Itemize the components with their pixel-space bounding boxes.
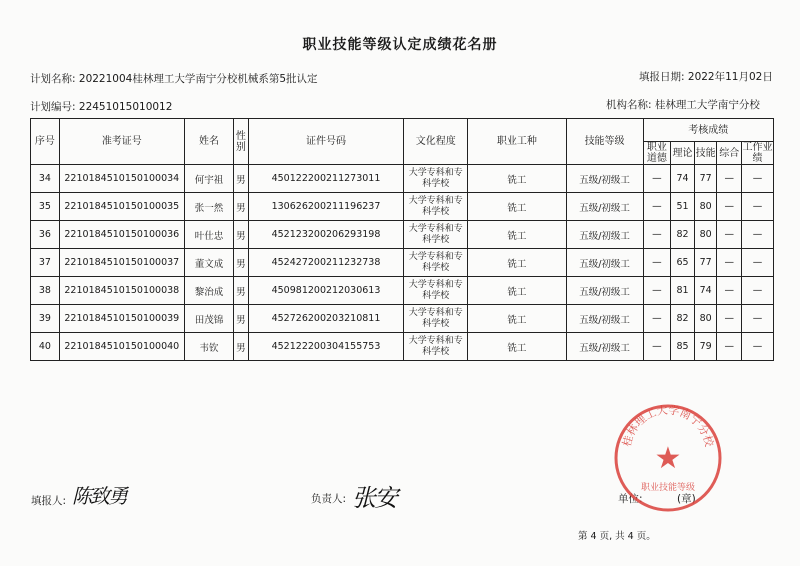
cell-education: 大学专科和专科学校: [404, 305, 468, 333]
plan-no-line: [30, 99, 172, 114]
cell-performance: —: [742, 249, 774, 277]
cell-id-no: 452123200206293198: [248, 221, 404, 249]
unit-label: 单位:: [618, 493, 643, 505]
cell-seq: 36: [31, 221, 60, 249]
fill-date-value: 2022年11月02日: [687, 71, 773, 83]
header-overall: 综合: [717, 142, 742, 165]
cell-overall: —: [717, 333, 742, 361]
table-row: [31, 221, 774, 249]
responsible-signature: 张安: [352, 484, 396, 512]
header-id-no: 证件号码: [248, 119, 404, 165]
cell-overall: —: [717, 165, 742, 193]
filler-label: 填报人:: [31, 495, 67, 507]
cell-name: 田茂锦: [184, 305, 233, 333]
cell-name: 何宇祖: [184, 165, 233, 193]
cell-occupation: 铣工: [468, 221, 567, 249]
cell-name: 叶仕忠: [184, 221, 233, 249]
cell-theory: 82: [671, 305, 695, 333]
cell-occupation: 铣工: [468, 165, 567, 193]
cell-seq: 34: [31, 165, 60, 193]
cell-theory: 82: [671, 221, 695, 249]
header-scores-group: 考核成绩: [643, 119, 773, 142]
cell-seq: 39: [31, 305, 60, 333]
org-line: [606, 97, 760, 112]
cell-skill: 80: [694, 221, 717, 249]
cell-name: 董文成: [184, 249, 233, 277]
cell-gender: 男: [234, 305, 248, 333]
cell-gender: 男: [234, 333, 248, 361]
cell-theory: 74: [671, 165, 695, 193]
cell-gender: 男: [234, 249, 248, 277]
cell-occupation: 铣工: [468, 277, 567, 305]
cell-skill: 80: [694, 305, 717, 333]
cell-occupation: 铣工: [468, 249, 567, 277]
table-row: [31, 277, 774, 305]
cell-id-no: 452122200304155753: [248, 333, 404, 361]
cell-education: 大学专科和专科学校: [404, 165, 468, 193]
cell-name: 黎治成: [184, 277, 233, 305]
plan-name-label: 计划名称:: [30, 73, 76, 85]
cell-performance: —: [742, 305, 774, 333]
cell-level: 五级/初级工: [566, 193, 643, 221]
cell-education: 大学专科和专科学校: [404, 333, 468, 361]
cell-overall: —: [717, 305, 742, 333]
cell-level: 五级/初级工: [566, 305, 643, 333]
cell-level: 五级/初级工: [566, 165, 643, 193]
cell-overall: —: [717, 277, 742, 305]
cell-gender: 男: [234, 221, 248, 249]
cell-id-no: 130626200211196237: [248, 193, 404, 221]
cell-level: 五级/初级工: [566, 277, 643, 305]
header-ethics: 职业道德: [643, 142, 671, 165]
table-row: [31, 165, 774, 193]
cell-theory: 65: [671, 249, 695, 277]
cell-gender: 男: [234, 193, 248, 221]
fill-date-line: [639, 69, 773, 84]
cell-education: 大学专科和专科学校: [404, 249, 468, 277]
cell-skill: 74: [694, 277, 717, 305]
score-roster-table: [30, 118, 774, 361]
cell-occupation: 铣工: [468, 193, 567, 221]
cell-admission-no: 2210184510150100034: [59, 165, 184, 193]
seal-note: (章): [677, 493, 696, 505]
cell-overall: —: [717, 249, 742, 277]
table-row: [31, 193, 774, 221]
cell-seq: 35: [31, 193, 60, 221]
cell-skill: 77: [694, 249, 717, 277]
cell-ethics: —: [643, 333, 671, 361]
cell-theory: 81: [671, 277, 695, 305]
cell-overall: —: [717, 193, 742, 221]
cell-seq: 40: [31, 333, 60, 361]
header-seq: 序号: [31, 119, 60, 165]
plan-no-label: 计划编号:: [30, 101, 76, 113]
header-gender: 性别: [234, 119, 248, 165]
cell-performance: —: [742, 333, 774, 361]
cell-admission-no: 2210184510150100036: [59, 221, 184, 249]
cell-education: 大学专科和专科学校: [404, 193, 468, 221]
cell-level: 五级/初级工: [566, 249, 643, 277]
cell-id-no: 452427200211232738: [248, 249, 404, 277]
header-skill: 技能: [694, 142, 717, 165]
cell-seq: 37: [31, 249, 60, 277]
header-performance: 工作业绩: [742, 142, 773, 164]
responsible-label: 负责人:: [311, 493, 347, 505]
cell-performance: —: [742, 277, 774, 305]
cell-education: 大学专科和专科学校: [404, 277, 468, 305]
cell-performance: —: [742, 165, 774, 193]
cell-admission-no: 2210184510150100040: [59, 333, 184, 361]
cell-level: 五级/初级工: [566, 221, 643, 249]
cell-gender: 男: [234, 165, 248, 193]
header-occupation: 职业工种: [468, 119, 567, 165]
cell-skill: 80: [694, 193, 717, 221]
cell-skill: 79: [694, 333, 717, 361]
cell-ethics: —: [643, 249, 671, 277]
cell-id-no: 452726200203210811: [248, 305, 404, 333]
roster-body: [31, 165, 774, 361]
cell-occupation: 铣工: [468, 333, 567, 361]
table-row: [31, 333, 774, 361]
plan-name-value: 20221004桂林理工大学南宁分校机械系第5批认定: [78, 73, 318, 85]
cell-ethics: —: [643, 277, 671, 305]
cell-occupation: 铣工: [468, 305, 567, 333]
header-education: 文化程度: [404, 119, 468, 165]
cell-admission-no: 2210184510150100038: [59, 277, 184, 305]
header-level: 技能等级: [566, 119, 643, 165]
plan-name-line: [30, 71, 318, 86]
cell-education: 大学专科和专科学校: [404, 221, 468, 249]
cell-name: 张一然: [184, 193, 233, 221]
header-theory: 理论: [671, 142, 695, 165]
org-value: 桂林理工大学南宁分校: [654, 99, 760, 111]
cell-admission-no: 2210184510150100035: [59, 193, 184, 221]
cell-ethics: —: [643, 165, 671, 193]
plan-no-value: 22451015010012: [78, 101, 173, 113]
cell-ethics: —: [643, 193, 671, 221]
cell-overall: —: [717, 221, 742, 249]
seal-star-icon: ★: [654, 441, 682, 476]
cell-admission-no: 2210184510150100039: [59, 305, 184, 333]
seal-bottom-text: 职业技能等级: [640, 483, 696, 493]
cell-seq: 38: [31, 277, 60, 305]
fill-date-label: 填报日期:: [639, 71, 685, 83]
official-seal-stamp: [612, 402, 724, 514]
table-row: [31, 305, 774, 333]
org-label: 机构名称:: [606, 99, 652, 111]
cell-performance: —: [742, 221, 774, 249]
page-title: 职业技能等级认定成绩花名册: [302, 37, 498, 53]
filler-signature: 陈致勇: [72, 484, 126, 508]
cell-ethics: —: [643, 221, 671, 249]
cell-admission-no: 2210184510150100037: [59, 249, 184, 277]
cell-performance: —: [742, 193, 774, 221]
cell-skill: 77: [694, 165, 717, 193]
table-row: [31, 249, 774, 277]
cell-id-no: 450122200211273011: [248, 165, 404, 193]
cell-level: 五级/初级工: [566, 333, 643, 361]
cell-theory: 51: [671, 193, 695, 221]
cell-name: 韦钦: [184, 333, 233, 361]
seal-arc-text: 桂林理工大学南宁分校: [620, 403, 716, 449]
cell-gender: 男: [234, 277, 248, 305]
page-indicator: 第 4 页, 共 4 页。: [578, 531, 656, 542]
header-admission-no: 准考证号: [59, 119, 184, 165]
cell-theory: 85: [671, 333, 695, 361]
header-name: 姓名: [184, 119, 233, 165]
cell-ethics: —: [643, 305, 671, 333]
cell-id-no: 450981200212030613: [248, 277, 404, 305]
